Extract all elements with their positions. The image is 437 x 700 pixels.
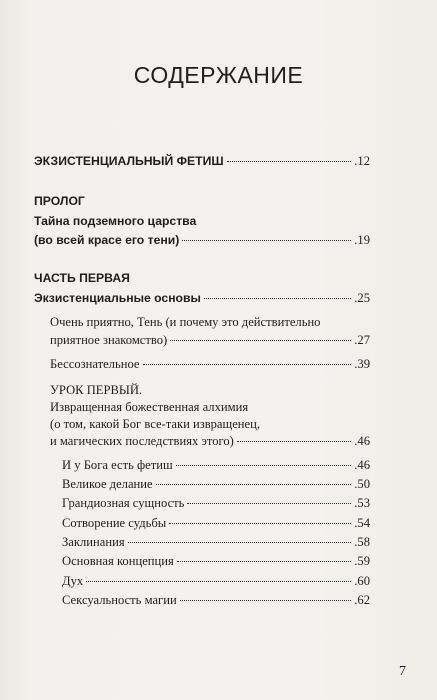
toc-sub-entry xyxy=(62,495,370,512)
dot-leader xyxy=(176,465,352,466)
toc-page: .59 xyxy=(354,554,370,568)
dot-leader xyxy=(204,298,351,299)
lesson-line-3: (о том, какой Бог все-таки извращенец, xyxy=(50,417,261,431)
toc-page: .50 xyxy=(354,477,370,491)
toc-label: Великое делание xyxy=(62,477,153,491)
toc-page: .53 xyxy=(354,496,370,510)
dot-leader xyxy=(128,542,352,543)
toc-page: .60 xyxy=(354,574,370,588)
toc-label: Сексуальность магии xyxy=(62,593,177,607)
toc-entry-unconscious xyxy=(50,356,370,373)
toc-page: .19 xyxy=(354,233,370,247)
toc-entry-fetish xyxy=(34,153,370,170)
toc-page: .46 xyxy=(354,458,370,472)
toc-label: (во всей красе его тени) xyxy=(34,233,180,247)
toc-entry-prolog xyxy=(34,232,370,249)
toc-page: .27 xyxy=(354,333,370,347)
toc-sub-entry xyxy=(62,476,370,493)
page-number: 7 xyxy=(399,664,406,679)
toc-entry-lesson xyxy=(50,433,370,450)
toc-page: .58 xyxy=(354,535,370,549)
toc-page: .25 xyxy=(354,291,370,305)
toc-page: .54 xyxy=(354,516,370,530)
prolog-heading: ПРОЛОГ xyxy=(34,194,85,208)
toc-sub-entry xyxy=(62,553,370,570)
toc-page: .62 xyxy=(354,593,370,607)
toc-label: Экзистенциальные основы xyxy=(34,291,201,305)
toc-label: Бессознательное xyxy=(50,357,140,371)
toc-label: И у Бога есть фетиш xyxy=(62,458,173,472)
dot-leader xyxy=(169,523,351,524)
toc-entry-foundations xyxy=(34,290,370,307)
toc-label: ЭКЗИСТЕНЦИАЛЬНЫЙ ФЕТИШ xyxy=(34,154,224,168)
part-one-heading: ЧАСТЬ ПЕРВАЯ xyxy=(34,271,130,285)
toc-sub-entry xyxy=(62,515,370,532)
toc-sub-entry xyxy=(62,534,370,551)
toc-label: Грандиозная сущность xyxy=(62,496,185,510)
toc-label: и магических последствиях этого) xyxy=(50,434,234,448)
dot-leader xyxy=(237,441,351,442)
toc-label: приятное знакомство) xyxy=(50,333,168,347)
dot-leader xyxy=(227,161,352,162)
toc-page: .12 xyxy=(354,154,370,168)
toc-entry-shadow xyxy=(50,332,370,349)
toc-sub-entry xyxy=(62,592,370,609)
dot-leader xyxy=(182,240,351,241)
toc-sub-entry xyxy=(62,457,370,474)
lesson-line-1: УРОК ПЕРВЫЙ. xyxy=(50,383,143,397)
dot-leader xyxy=(143,364,352,365)
toc-label: Дух xyxy=(62,574,84,588)
toc-label: Заклинания xyxy=(62,535,125,549)
prolog-subtitle: Тайна подземного царства xyxy=(34,214,197,228)
toc-page: .46 xyxy=(354,434,370,448)
dot-leader xyxy=(177,561,351,562)
toc-label: Сотворение судьбы xyxy=(62,516,167,530)
page-title: СОДЕРЖАНИЕ xyxy=(133,62,304,88)
dot-leader xyxy=(156,484,352,485)
lesson-line-2: Извращенная божественная алхимия xyxy=(50,400,249,414)
toc-label: Основная концепция xyxy=(62,554,174,568)
dot-leader xyxy=(86,581,351,582)
dot-leader xyxy=(187,503,351,504)
toc-page: .39 xyxy=(354,357,370,371)
dot-leader xyxy=(170,340,351,341)
toc-sub-entry xyxy=(62,573,370,590)
dot-leader xyxy=(180,600,352,601)
shadow-line-1: Очень приятно, Тень (и почему это действительно xyxy=(50,315,321,329)
